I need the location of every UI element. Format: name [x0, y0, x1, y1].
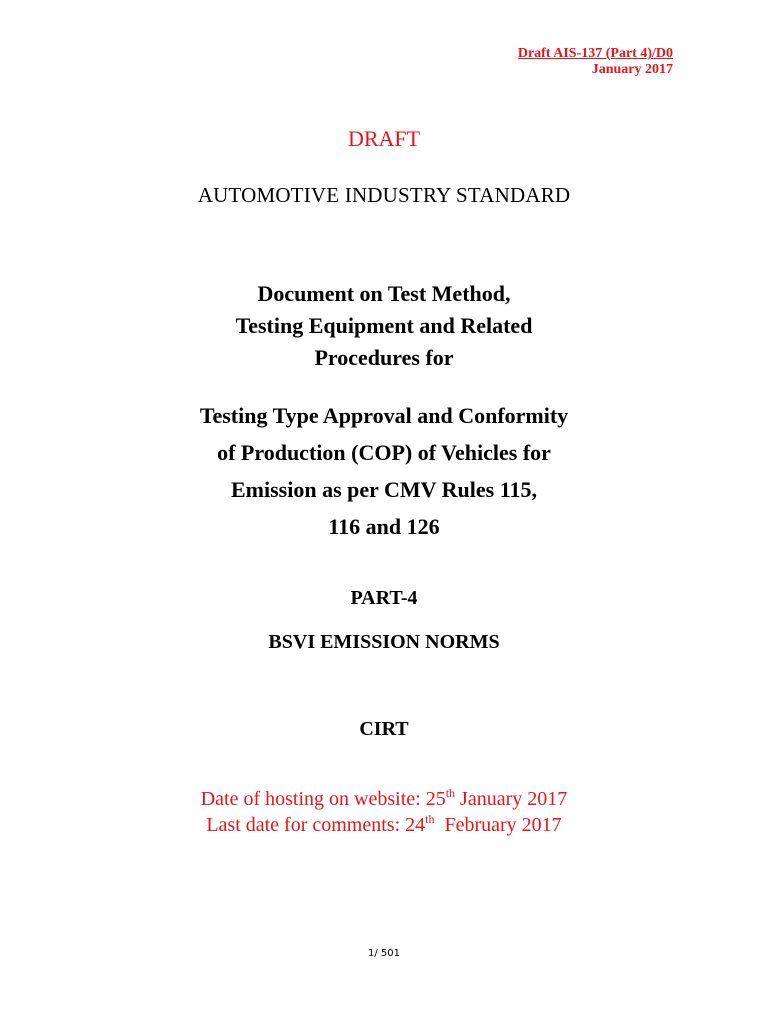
- document-date: January 2017: [591, 62, 673, 77]
- hosting-dates: [0, 786, 768, 838]
- sub-title-line-4: 116 and 126: [328, 514, 440, 539]
- page-number: 1/ 501: [368, 948, 400, 959]
- hosting-date-prefix: Date of hosting on website: 25: [200, 788, 446, 810]
- sub-title: [0, 397, 768, 545]
- hosting-date-line: [0, 786, 768, 812]
- document-code: Draft AIS-137 (Part 4)/D0: [517, 46, 673, 61]
- comments-date-line: [0, 812, 768, 838]
- main-title-line-2: Testing Equipment and Related: [235, 313, 533, 338]
- hosting-date-ordinal: th: [445, 786, 456, 800]
- main-title-line-3: Procedures for: [314, 345, 454, 370]
- main-title: [0, 278, 768, 374]
- sub-title-line-3: Emission as per CMV Rules 115,: [230, 477, 537, 502]
- comments-date-ordinal: th: [425, 812, 435, 826]
- organization-label: CIRT: [359, 718, 409, 740]
- norms-label: BSVI EMISSION NORMS: [268, 631, 500, 653]
- part-label: PART-4: [350, 587, 418, 609]
- sub-title-line-1: Testing Type Approval and Conformity: [199, 403, 569, 428]
- main-title-line-1: Document on Test Method,: [257, 281, 511, 306]
- standard-title: AUTOMOTIVE INDUSTRY STANDARD: [197, 183, 571, 207]
- draft-label: DRAFT: [347, 126, 421, 151]
- comments-date-prefix: Last date for comments: 24: [206, 814, 426, 836]
- comments-date-suffix: February 2017: [434, 814, 562, 836]
- hosting-date-suffix: January 2017: [455, 788, 568, 810]
- sub-title-line-2: of Production (COP) of Vehicles for: [217, 440, 551, 465]
- document-reference: [518, 46, 673, 78]
